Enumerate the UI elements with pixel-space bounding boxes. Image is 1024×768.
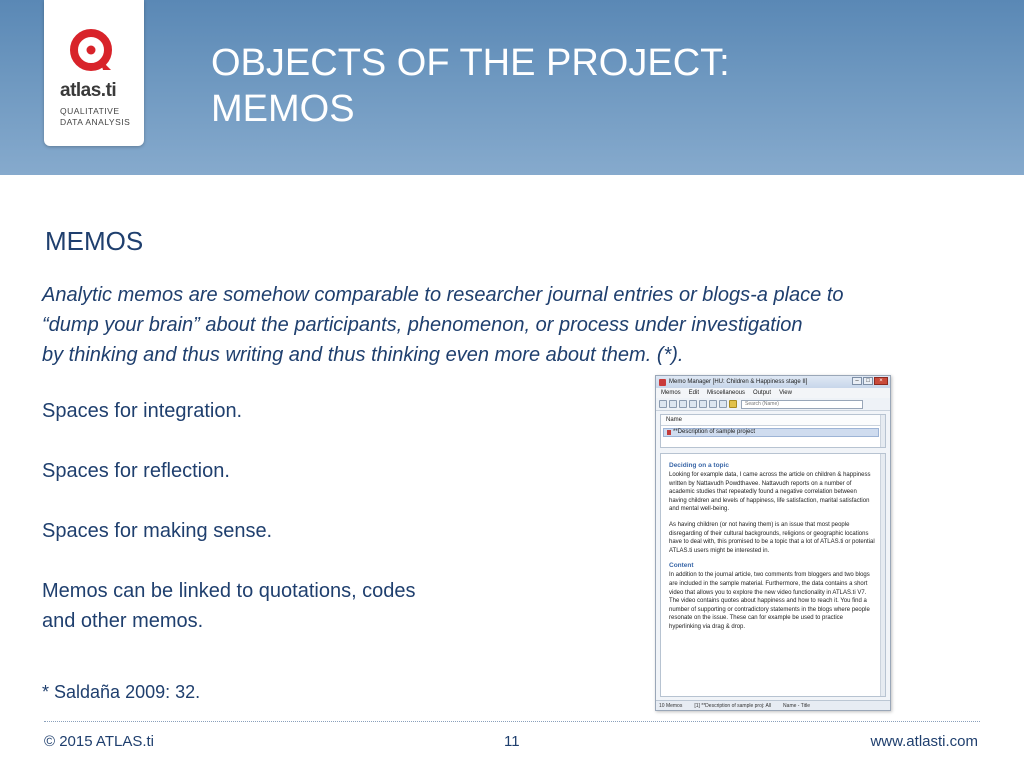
view-icon <box>699 400 707 408</box>
logo-wordmark: atlas.ti <box>60 80 117 101</box>
menu-view: View <box>779 390 792 396</box>
memo-row-label: **Description of sample project <box>673 429 756 435</box>
atlas-logo-icon <box>67 26 117 76</box>
memo-search-box: Search (Name) <box>741 400 863 409</box>
edit-memo-icon <box>669 400 677 408</box>
status-selected: [1] **Description of sample proj: All <box>694 703 772 709</box>
memo-paragraph: In addition to the journal article, two comments from bloggers and two blogs are included in the sample material. Furthermore, the data contains a short video that allows you to explore the new video functionality in ATLAS.ti V7. The video contains quotes about happiness and how to reach it. You find a number of supporting or contradictory statements in the blogs where people resonate on the issue. These can for example be used to practice hyperlinking via drag & drop. <box>669 572 870 630</box>
close-icon: × <box>874 377 888 385</box>
memo-icon <box>667 430 671 435</box>
footer-url: www.atlasti.com <box>870 733 978 750</box>
menu-output: Output <box>753 390 772 396</box>
minimize-icon: – <box>852 377 862 385</box>
menu-miscellaneous: Miscellaneous <box>707 390 746 396</box>
point-reflection: Spaces for reflection. <box>42 460 230 482</box>
memo-paragraph: Looking for example data, I came across the article on children & happiness written by Nattavudh Powdthavee. Nattavudh reports on a number of academic studies that repeatedly found a negative correlation between having children and levels of happiness, life satisfaction, marital satisfaction and mental well-being. <box>669 472 871 513</box>
memo-manager-titlebar <box>656 376 890 388</box>
section-heading: MEMOS <box>45 226 144 256</box>
memo-list-row <box>663 428 879 437</box>
status-sort: Name - Title <box>783 703 810 709</box>
memo-manager-toolbar <box>656 398 890 411</box>
menu-edit: Edit <box>688 390 700 396</box>
memo-paragraph: As having children (or not having them) is an issue that most people disregarding of their cultural backgrounds, religions or geographic locations have to deal with, this promised to be a topic that a lot of ATLAS.ti or potential ATLAS.ti users might be interested in. <box>669 521 875 554</box>
memo-list-scrollbar <box>880 415 885 447</box>
filter-icon <box>709 400 717 408</box>
memo-section-heading: Deciding on a topic <box>669 462 729 469</box>
output-icon <box>719 400 727 408</box>
footnote-citation: * Saldaña 2009: 32. <box>42 682 201 702</box>
memo-manager-statusbar <box>656 700 890 710</box>
page-number: 11 <box>504 733 520 750</box>
atlas-ti-logo <box>44 0 144 146</box>
lock-icon <box>729 400 737 408</box>
menu-memos: Memos <box>661 390 681 396</box>
window-controls <box>852 377 888 385</box>
slide-title: OBJECTS OF THE PROJECT: MEMOS <box>211 42 730 130</box>
memo-list <box>660 414 886 448</box>
memo-manager-menubar <box>656 388 890 398</box>
memo-text-scrollbar <box>880 454 885 696</box>
header-banner <box>0 0 1024 175</box>
footer-divider <box>44 721 980 722</box>
status-memo-count: 10 Memos <box>659 703 683 709</box>
new-memo-icon <box>659 400 667 408</box>
memo-manager-screenshot <box>655 375 891 711</box>
maximize-icon: □ <box>863 377 873 385</box>
link-icon <box>679 400 687 408</box>
memo-section-heading: Content <box>669 562 694 570</box>
intro-paragraph: Analytic memos are somehow comparable to researcher journal entries or blogs-a place to “dump your brain” about the participants, phenomenon, or process under investigation by thinking and thus writing and thus thinking even more about them. (*). <box>42 284 844 366</box>
memo-list-header: Name <box>661 415 885 426</box>
footer-copyright: © 2015 ATLAS.ti <box>44 733 155 750</box>
point-integration: Spaces for integration. <box>42 400 243 422</box>
memo-text-pane <box>660 453 886 697</box>
app-icon <box>659 379 666 386</box>
point-making-sense: Spaces for making sense. <box>42 520 273 542</box>
memo-manager-title: Memo Manager [HU: Children & Happiness stage II] <box>669 379 808 385</box>
point-linking: Memos can be linked to quotations, codes and other memos. <box>42 580 416 632</box>
logo-tagline: QUALITATIVE DATA ANALYSIS <box>60 106 131 127</box>
delete-icon <box>689 400 697 408</box>
